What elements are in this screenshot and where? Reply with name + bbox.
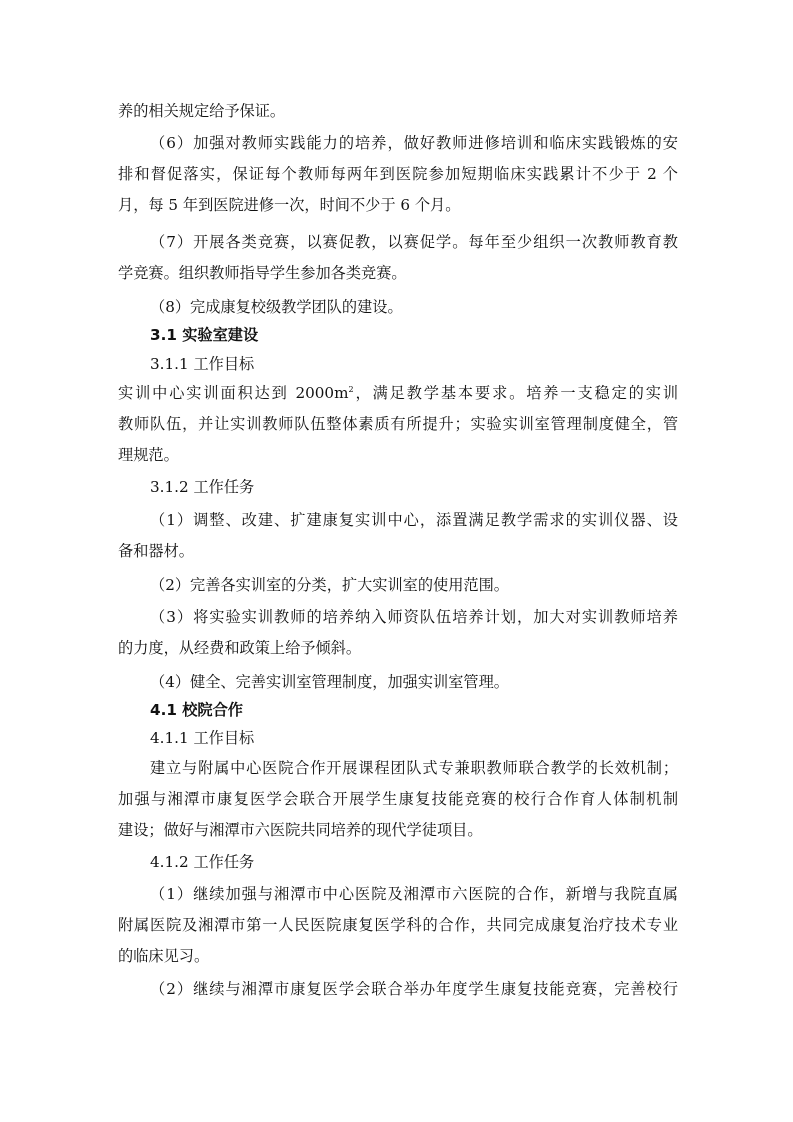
paragraph-line [118,383,678,403]
paragraph-line: （8）完成康复校级教学团队的建设。 [150,298,403,316]
paragraph-line: 建立与附属中心医院合作开展课程团队式专兼职教师联合教学的长效机制； [150,759,678,777]
subsection-heading: 4.1.1 工作目标 [150,729,255,747]
paragraph-line: 养的相关规定给予保证。 [118,102,286,120]
paragraph-line: （7）开展各类竞赛，以赛促教，以赛促学。每年至少组织一次教师教育教 [150,233,678,251]
paragraph-line: （1）继续加强与湘潭市中心医院及湘潭市六医院的合作，新增与我院直属 [150,885,678,903]
subsection-heading: 3.1.1 工作目标 [150,355,255,373]
superscript: 2 [348,385,354,394]
paragraph-line: 加强与湘潭市康复医学会联合开展学生康复技能竞赛的校行合作育人体制机制 [118,790,678,808]
paragraph-line: 建设；做好与湘潭市六医院共同培养的现代学徒项目。 [118,821,483,839]
paragraph-line: 的临床见习。 [118,947,210,965]
paragraph-line: （4）健全、完善实训室管理制度，加强实训室管理。 [150,673,509,691]
subsection-heading: 4.1.2 工作任务 [150,853,255,871]
paragraph-line: 备和器材。 [118,542,194,560]
paragraph-line: （3）将实验实训教师的培养纳入师资队伍培养计划，加大对实训教师培养 [150,608,678,626]
subsection-heading: 3.1.2 工作任务 [150,478,255,496]
section-heading: 4.1 校院合作 [150,701,243,719]
section-heading: 3.1 实验室建设 [150,326,259,344]
paragraph-line: 教师队伍，并让实训教师队伍整体素质有所提升；实验实训室管理制度健全，管 [118,415,678,433]
paragraph-line: （2）完善各实训室的分类，扩大实训室的使用范围。 [150,576,509,594]
paragraph-line: 理规范。 [118,446,179,464]
text-run: 实训中心实训面积达到 2000m [118,384,349,402]
paragraph-line: （1）调整、改建、扩建康复实训中心，添置满足教学需求的实训仪器、设 [150,511,678,529]
paragraph-line: （2）继续与湘潭市康复医学会联合举办年度学生康复技能竞赛，完善校行 [150,980,678,998]
paragraph-line: 学竞赛。组织教师指导学生参加各类竞赛。 [118,264,407,282]
text-run: ，满足教学基本要求。培养一支稳定的实训 [353,384,679,402]
paragraph-line: 月，每 5 年到医院进修一次，时间不少于 6 个月。 [118,196,461,214]
paragraph-line: 附属医院及湘潭市第一人民医院康复医学科的合作，共同完成康复治疗技术专业 [118,916,678,934]
paragraph-line: （6）加强对教师实践能力的培养，做好教师进修培训和临床实践锻炼的安 [150,134,678,152]
paragraph-line: 的力度，从经费和政策上给予倾斜。 [118,639,361,657]
paragraph-line: 排和督促落实，保证每个教师每两年到医院参加短期临床实践累计不少于 2 个 [118,165,678,183]
